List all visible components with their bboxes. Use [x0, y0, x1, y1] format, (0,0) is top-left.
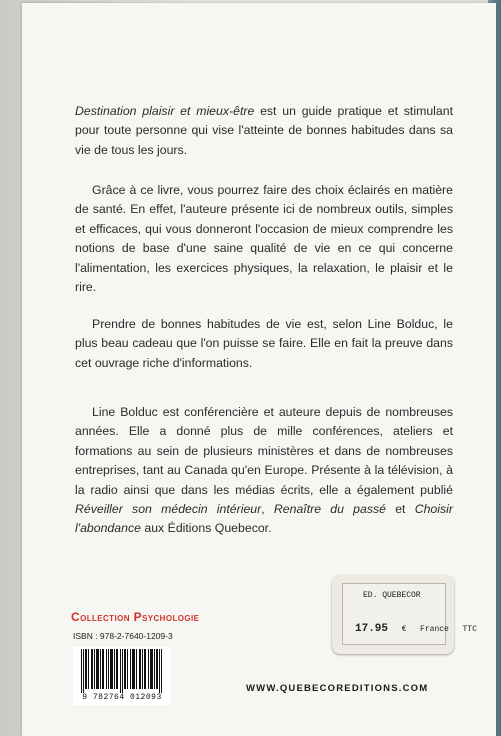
barcode-bars-icon — [81, 649, 163, 693]
other-title-3: Choisir l'abondance — [75, 502, 453, 536]
paragraph-intro — [75, 102, 453, 160]
collection-label: Collection Psychologie — [71, 610, 200, 624]
separator: et — [386, 502, 415, 517]
paragraph-habits: Prendre de bonnes habitudes de vie est, selon Line Bolduc, le plus beau cadeau que l'on puisse se faire. Elle en fait la preuve dans cet ouvrage riche d'informations. — [75, 317, 453, 370]
other-title-2: Renaître du passé — [273, 502, 386, 517]
price-currency: € — [401, 625, 407, 634]
book-title-italic: Destination plaisir et mieux-être — [75, 104, 255, 118]
other-title-1: Réveiller son médecin intérieur — [75, 502, 262, 517]
price-sticker-label — [342, 583, 477, 645]
paragraph-author-bio — [75, 403, 453, 539]
sticker-publisher: ED. QUEBECOR — [363, 591, 421, 600]
author-bio-text: Line Bolduc est conférencière et auteure depuis de nombreuses années. Elle a donné plus de mille conférences, ateliers et formations au sein de plusieurs ministères et dans de nombreuses entreprises, tant au Canada qu'en Europe. Présente à la télévision, à la radio ainsi que dans les médias écrits, elle a également publié — [75, 405, 453, 497]
isbn-text: ISBN : 978-2-7640-1209-3 — [73, 631, 173, 641]
price-sticker — [332, 575, 477, 654]
separator: , — [261, 502, 274, 517]
price-country: France — [420, 625, 449, 634]
price-tax: TTC — [462, 625, 477, 634]
publisher-website: WWW.QUEBECOREDITIONS.COM — [246, 683, 429, 694]
price-line — [355, 618, 477, 636]
author-bio-end: aux Éditions Quebecor. — [140, 521, 272, 536]
barcode — [73, 647, 171, 705]
paragraph-benefits: Grâce à ce livre, vous pourrez faire des choix éclairés en matière de santé. En effet, l'auteure présente ici de nombreux outils, simples et efficaces, qui vous donneront l'occasion de mieux comprendre les notions de base d'une saine qualité de vie en ce qui concerne l'alimentation, les exercices physiques, la relaxation, le plaisir et le rire. — [75, 183, 453, 295]
paragraph-intro-text: est un guide pratique et stimulant pour toute personne qui vise l'atteinte de bonnes habitudes dans sa vie de tous les jours. — [75, 104, 453, 157]
price-value: 17.95 — [355, 623, 389, 635]
barcode-number: 9 782764 012093 — [82, 693, 162, 702]
